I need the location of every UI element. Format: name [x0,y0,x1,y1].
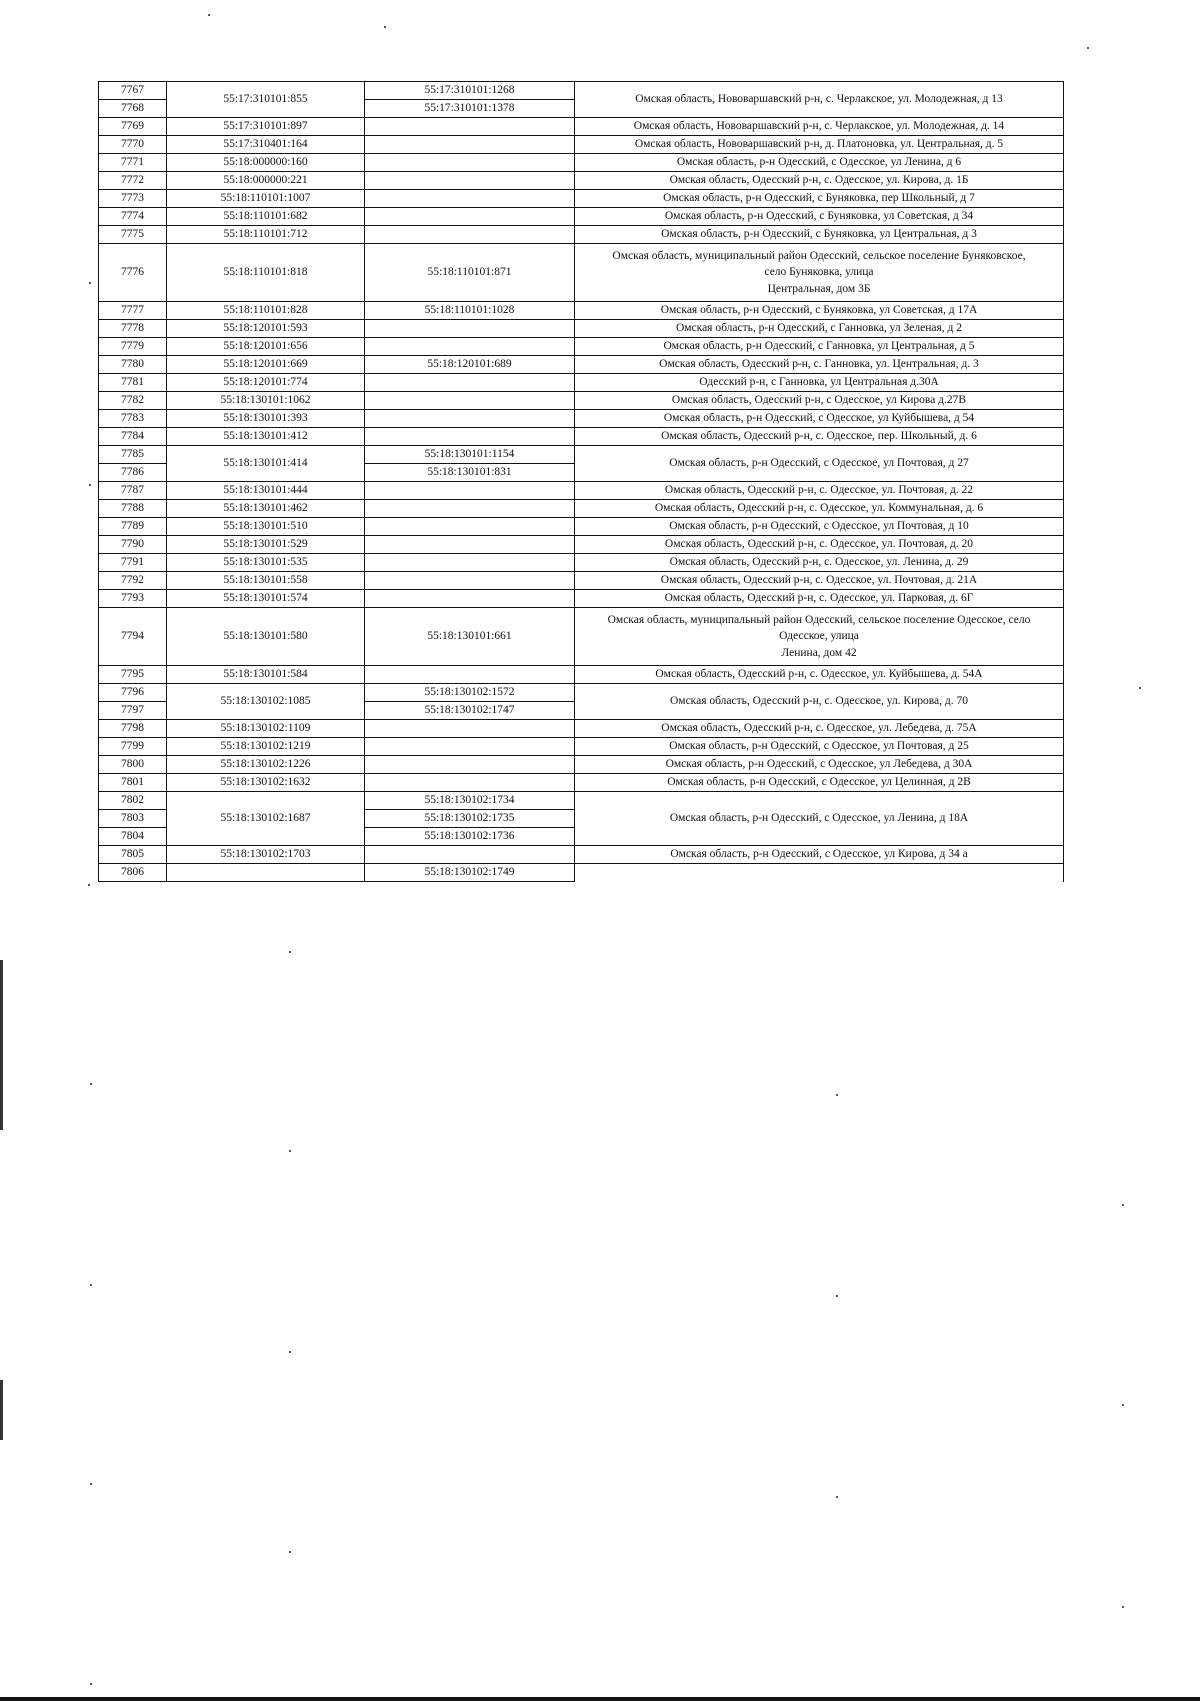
linked-cadastral-number-cell [365,374,575,392]
table-row [99,864,1064,882]
cadastral-number-cell: 55:18:110101:682 [167,208,365,226]
row-number-cell: 7790 [99,536,167,554]
scan-speck [836,1094,838,1096]
cadastral-number-cell: 55:18:130101:580 [167,608,365,666]
scan-speck [89,484,91,486]
linked-cadastral-number-cell [365,756,575,774]
address-line: Одесское, улица [779,630,859,643]
address-cell: Омская область, р-н Одесский, с Одесское, ул Почтовая, д 10 [575,518,1064,536]
table-row [99,226,1064,244]
row-number-cell: 7773 [99,190,167,208]
address-cell: Омская область, р-н Одесский, с Ганновка, ул Зеленая, д 2 [575,320,1064,338]
linked-cadastral-number-cell: 55:18:130102:1749 [365,864,575,882]
address-cell: Омская область, Одесский р-н, с. Одесское, ул. Парковая, д. 6Г [575,590,1064,608]
row-number-cell: 7797 [99,702,167,720]
row-number-cell: 7791 [99,554,167,572]
cadastral-number-cell: 55:18:000000:221 [167,172,365,190]
linked-cadastral-number-cell [365,590,575,608]
cadastral-number-cell: 55:18:130102:1219 [167,738,365,756]
table-row [99,572,1064,590]
address-cell: Омская область, р-н Одесский, с Одесское, ул Лебедева, д 30А [575,756,1064,774]
table-row [99,446,1064,464]
address-cell: Омская область, Одесский р-н, с. Одесское, пер. Школьный, д. 6 [575,428,1064,446]
row-number-cell: 7795 [99,666,167,684]
scan-speck [1122,1606,1124,1608]
row-number-cell: 7770 [99,136,167,154]
row-number-cell: 7806 [99,864,167,882]
table-row [99,136,1064,154]
cadastral-number-cell [167,864,365,882]
table-row [99,590,1064,608]
linked-cadastral-number-cell [365,666,575,684]
address-line: Омская область, муниципальный район Одесский, сельское поселение Одесское, село [607,613,1031,626]
address-cell: Омская область, Нововаршавский р-н, д. Платоновка, ул. Центральная, д. 5 [575,136,1064,154]
address-cell: Омская область, Одесский р-н, с. Одесское, ул. Почтовая, д. 22 [575,482,1064,500]
table-row [99,792,1064,810]
registry-table-body [99,82,1064,882]
row-number-cell: 7802 [99,792,167,810]
cadastral-number-cell: 55:18:120101:593 [167,320,365,338]
cadastral-number-cell: 55:18:130101:393 [167,410,365,428]
linked-cadastral-number-cell: 55:17:310101:1268 [365,82,575,100]
cadastral-number-cell: 55:18:130101:444 [167,482,365,500]
address-cell: Омская область, р-н Одесский, с Буняковка, ул Центральная, д 3 [575,226,1064,244]
scan-speck [90,1683,92,1685]
address-cell: Омская область, Одесский р-н, с Одесское, ул Кирова д.27В [575,392,1064,410]
row-number-cell: 7779 [99,338,167,356]
table-row [99,410,1064,428]
table-row [99,172,1064,190]
table-row [99,392,1064,410]
table-row [99,500,1064,518]
cadastral-number-cell: 55:17:310101:855 [167,82,365,118]
cadastral-number-cell: 55:18:120101:656 [167,338,365,356]
scan-speck [90,1483,92,1485]
linked-cadastral-number-cell [365,428,575,446]
row-number-cell: 7783 [99,410,167,428]
scan-speck [384,26,386,28]
table-row [99,774,1064,792]
linked-cadastral-number-cell [365,154,575,172]
linked-cadastral-number-cell [365,226,575,244]
linked-cadastral-number-cell [365,572,575,590]
address-line: село Буняковка, улица [764,266,874,279]
table-row [99,666,1064,684]
linked-cadastral-number-cell: 55:18:110101:871 [365,244,575,302]
cadastral-number-cell: 55:18:130101:414 [167,446,365,482]
table-row [99,554,1064,572]
table-row [99,244,1064,302]
address-cell: Омская область, Одесский р-н, с. Одесское, ул. Коммунальная, д. 6 [575,500,1064,518]
cadastral-number-cell: 55:18:120101:774 [167,374,365,392]
scan-speck [1087,47,1089,49]
row-number-cell: 7787 [99,482,167,500]
table-row [99,684,1064,702]
row-number-cell: 7777 [99,302,167,320]
cadastral-number-cell: 55:18:110101:818 [167,244,365,302]
row-number-cell: 7769 [99,118,167,136]
linked-cadastral-number-cell [365,208,575,226]
row-number-cell: 7788 [99,500,167,518]
address-line: Омская область, муниципальный район Одесский, сельское поселение Буняковское, [612,249,1026,262]
address-cell: Омская область, Одесский р-н, с. Одесское, ул. Почтовая, д. 20 [575,536,1064,554]
cadastral-number-cell: 55:18:130101:558 [167,572,365,590]
scan-speck [1139,687,1141,689]
scan-speck [90,1284,92,1286]
cadastral-number-cell: 55:18:130102:1632 [167,774,365,792]
row-number-cell: 7775 [99,226,167,244]
cadastral-number-cell: 55:18:120101:669 [167,356,365,374]
address-cell [575,244,1064,302]
table-row [99,302,1064,320]
cadastral-number-cell: 55:17:310401:164 [167,136,365,154]
address-cell: Омская область, р-н Одесский, с Одесское, ул Целинная, д 2В [575,774,1064,792]
table-row [99,720,1064,738]
row-number-cell: 7799 [99,738,167,756]
registry-table [98,81,1064,882]
linked-cadastral-number-cell: 55:18:130102:1747 [365,702,575,720]
row-number-cell: 7789 [99,518,167,536]
address-cell: Омская область, р-н Одесский, с Буняковка, пер Школьный, д 7 [575,190,1064,208]
table-row [99,82,1064,100]
table-row [99,738,1064,756]
address-cell: Омская область, Одесский р-н, с. Одесское, ул. Кирова, д. 1Б [575,172,1064,190]
linked-cadastral-number-cell: 55:18:130101:831 [365,464,575,482]
table-row [99,482,1064,500]
scan-edge-mark [0,1380,3,1440]
address-cell: Омская область, р-н Одесский, с Буняковка, ул Советская, д 17А [575,302,1064,320]
table-row [99,190,1064,208]
linked-cadastral-number-cell: 55:18:130102:1735 [365,810,575,828]
cadastral-number-cell: 55:18:130101:462 [167,500,365,518]
row-number-cell: 7800 [99,756,167,774]
cadastral-number-cell: 55:18:130101:412 [167,428,365,446]
cadastral-number-cell: 55:17:310101:897 [167,118,365,136]
linked-cadastral-number-cell [365,554,575,572]
row-number-cell: 7776 [99,244,167,302]
row-number-cell: 7794 [99,608,167,666]
row-number-cell: 7803 [99,810,167,828]
linked-cadastral-number-cell [365,392,575,410]
row-number-cell: 7784 [99,428,167,446]
address-cell: Омская область, Одесский р-н, с. Ганновка, ул. Центральная, д. 3 [575,356,1064,374]
table-row [99,118,1064,136]
linked-cadastral-number-cell [365,536,575,554]
cadastral-number-cell: 55:18:110101:1007 [167,190,365,208]
address-cell: Омская область, р-н Одесский, с Буняковка, ул Советская, д 34 [575,208,1064,226]
row-number-cell: 7778 [99,320,167,338]
table-row [99,154,1064,172]
address-cell: Омская область, Одесский р-н, с. Одесское, ул. Почтовая, д. 21А [575,572,1064,590]
row-number-cell: 7780 [99,356,167,374]
linked-cadastral-number-cell [365,518,575,536]
cadastral-number-cell: 55:18:000000:160 [167,154,365,172]
cadastral-number-cell: 55:18:130102:1703 [167,846,365,864]
table-row [99,374,1064,392]
cadastral-number-cell: 55:18:130102:1687 [167,792,365,846]
table-row [99,208,1064,226]
cadastral-number-cell: 55:18:130102:1109 [167,720,365,738]
cadastral-number-cell: 55:18:130101:1062 [167,392,365,410]
address-cell: Одесский р-н, с Ганновка, ул Центральная д.30А [575,374,1064,392]
row-number-cell: 7798 [99,720,167,738]
address-cell: Омская область, Одесский р-н, с. Одесское, ул. Лебедева, д. 75А [575,720,1064,738]
address-line: Ленина, дом 42 [781,646,857,659]
scan-edge-mark [0,960,3,1130]
row-number-cell: 7804 [99,828,167,846]
row-number-cell: 7767 [99,82,167,100]
linked-cadastral-number-cell [365,846,575,864]
scan-speck [289,951,291,953]
linked-cadastral-number-cell: 55:17:310101:1378 [365,100,575,118]
cadastral-number-cell: 55:18:130102:1226 [167,756,365,774]
linked-cadastral-number-cell [365,172,575,190]
scan-speck [89,282,91,284]
linked-cadastral-number-cell [365,720,575,738]
table-row [99,338,1064,356]
address-cell [575,864,1064,882]
address-cell: Омская область, р-н Одесский, с Одесское, ул Почтовая, д 27 [575,446,1064,482]
row-number-cell: 7768 [99,100,167,118]
table-row [99,356,1064,374]
row-number-cell: 7772 [99,172,167,190]
row-number-cell: 7771 [99,154,167,172]
linked-cadastral-number-cell [365,482,575,500]
cadastral-number-cell: 55:18:110101:828 [167,302,365,320]
address-line: Центральная, дом 3Б [767,282,871,295]
table-row [99,846,1064,864]
cadastral-number-cell: 55:18:110101:712 [167,226,365,244]
scan-speck [289,1551,291,1553]
linked-cadastral-number-cell: 55:18:130102:1572 [365,684,575,702]
address-cell: Омская область, р-н Одесский, с Одесское, ул Почтовая, д 25 [575,738,1064,756]
linked-cadastral-number-cell [365,500,575,518]
table-row [99,428,1064,446]
address-cell: Омская область, Одесский р-н, с. Одесское, ул. Кирова, д. 70 [575,684,1064,720]
scan-speck [1122,1404,1124,1406]
row-number-cell: 7793 [99,590,167,608]
address-cell: Омская область, р-н Одесский, с Одесское, ул Ленина, д 6 [575,154,1064,172]
linked-cadastral-number-cell: 55:18:110101:1028 [365,302,575,320]
linked-cadastral-number-cell: 55:18:130101:661 [365,608,575,666]
table-row [99,608,1064,666]
row-number-cell: 7805 [99,846,167,864]
scan-speck [289,1150,291,1152]
scan-speck [90,1083,92,1085]
row-number-cell: 7801 [99,774,167,792]
scan-speck [208,14,210,16]
row-number-cell: 7796 [99,684,167,702]
address-cell: Омская область, Одесский р-н, с. Одесское, ул. Ленина, д. 29 [575,554,1064,572]
cadastral-number-cell: 55:18:130102:1085 [167,684,365,720]
scan-speck [836,1496,838,1498]
cadastral-number-cell: 55:18:130101:529 [167,536,365,554]
address-cell: Омская область, р-н Одесский, с Ганновка, ул Центральная, д 5 [575,338,1064,356]
address-cell: Омская область, р-н Одесский, с Одесское, ул Кирова, д 34 а [575,846,1064,864]
scan-bottom-edge [0,1697,1200,1701]
address-cell: Омская область, р-н Одесский, с Одесское, ул Ленина, д 18А [575,792,1064,846]
linked-cadastral-number-cell: 55:18:120101:689 [365,356,575,374]
scan-speck [289,1351,291,1353]
linked-cadastral-number-cell [365,774,575,792]
linked-cadastral-number-cell [365,320,575,338]
row-number-cell: 7774 [99,208,167,226]
linked-cadastral-number-cell [365,118,575,136]
row-number-cell: 7785 [99,446,167,464]
linked-cadastral-number-cell [365,190,575,208]
scan-speck [88,884,90,886]
linked-cadastral-number-cell [365,738,575,756]
cadastral-number-cell: 55:18:130101:574 [167,590,365,608]
cadastral-number-cell: 55:18:130101:535 [167,554,365,572]
cadastral-number-cell: 55:18:130101:510 [167,518,365,536]
address-cell: Омская область, Нововаршавский р-н, с. Черлакское, ул. Молодежная, д. 14 [575,118,1064,136]
row-number-cell: 7792 [99,572,167,590]
row-number-cell: 7786 [99,464,167,482]
table-row [99,320,1064,338]
table-row [99,756,1064,774]
row-number-cell: 7782 [99,392,167,410]
linked-cadastral-number-cell [365,338,575,356]
address-cell: Омская область, Нововаршавский р-н, с. Черлакское, ул. Молодежная, д 13 [575,82,1064,118]
scan-speck [1122,1204,1124,1206]
scan-speck [836,1295,838,1297]
cadastral-number-cell: 55:18:130101:584 [167,666,365,684]
table-row [99,518,1064,536]
linked-cadastral-number-cell: 55:18:130101:1154 [365,446,575,464]
row-number-cell: 7781 [99,374,167,392]
address-cell: Омская область, р-н Одесский, с Одесское, ул Куйбышева, д 54 [575,410,1064,428]
address-cell [575,608,1064,666]
linked-cadastral-number-cell: 55:18:130102:1734 [365,792,575,810]
address-cell: Омская область, Одесский р-н, с. Одесское, ул. Куйбышева, д. 54А [575,666,1064,684]
linked-cadastral-number-cell [365,136,575,154]
linked-cadastral-number-cell: 55:18:130102:1736 [365,828,575,846]
linked-cadastral-number-cell [365,410,575,428]
table-row [99,536,1064,554]
